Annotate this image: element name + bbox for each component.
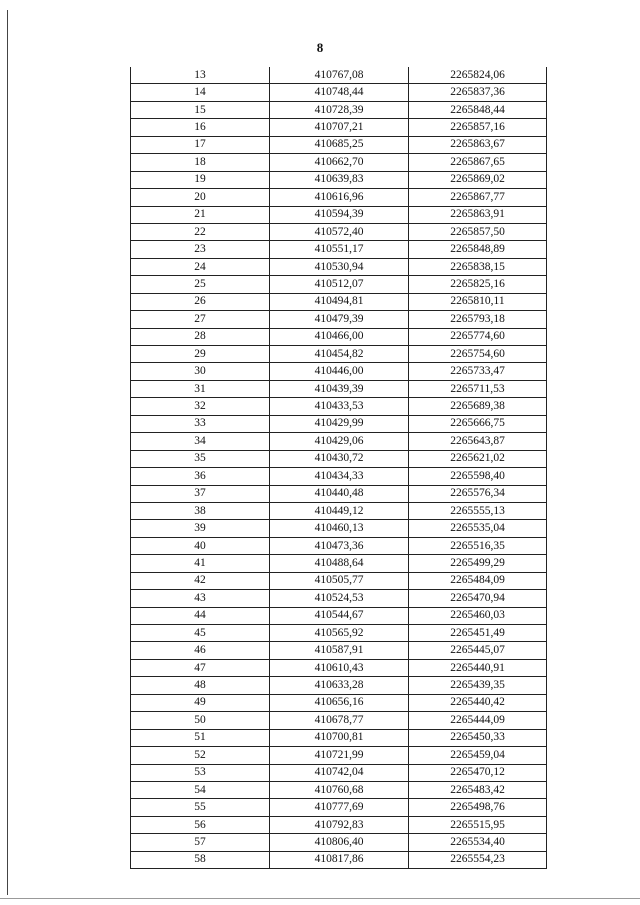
y-coordinate-cell: 2265867,77 [409, 189, 547, 206]
x-coordinate-cell: 410494,81 [270, 293, 409, 310]
y-coordinate-cell: 2265869,02 [409, 171, 547, 188]
table-row [131, 816, 547, 833]
table-row [131, 677, 547, 694]
y-coordinate-cell: 2265793,18 [409, 311, 547, 328]
y-coordinate-cell: 2265535,04 [409, 520, 547, 537]
x-coordinate-cell: 410460,13 [270, 520, 409, 537]
y-coordinate-cell: 2265445,07 [409, 642, 547, 659]
point-number-cell: 37 [131, 485, 270, 502]
point-number-cell: 52 [131, 747, 270, 764]
table-row [131, 485, 547, 502]
x-coordinate-cell: 410678,77 [270, 712, 409, 729]
y-coordinate-cell: 2265498,76 [409, 799, 547, 816]
x-coordinate-cell: 410685,25 [270, 136, 409, 153]
point-number-cell: 48 [131, 677, 270, 694]
point-number-cell: 17 [131, 136, 270, 153]
table-row [131, 555, 547, 572]
y-coordinate-cell: 2265863,67 [409, 136, 547, 153]
y-coordinate-cell: 2265857,16 [409, 119, 547, 136]
point-number-cell: 57 [131, 834, 270, 851]
point-number-cell: 36 [131, 468, 270, 485]
table-row [131, 258, 547, 275]
x-coordinate-cell: 410806,40 [270, 834, 409, 851]
point-number-cell: 50 [131, 712, 270, 729]
y-coordinate-cell: 2265867,65 [409, 154, 547, 171]
y-coordinate-cell: 2265621,02 [409, 450, 547, 467]
y-coordinate-cell: 2265439,35 [409, 677, 547, 694]
y-coordinate-cell: 2265450,33 [409, 729, 547, 746]
x-coordinate-cell: 410639,83 [270, 171, 409, 188]
y-coordinate-cell: 2265534,40 [409, 834, 547, 851]
y-coordinate-cell: 2265825,16 [409, 276, 547, 293]
y-coordinate-cell: 2265555,13 [409, 502, 547, 519]
x-coordinate-cell: 410439,39 [270, 380, 409, 397]
x-coordinate-cell: 410505,77 [270, 572, 409, 589]
y-coordinate-cell: 2265810,11 [409, 293, 547, 310]
x-coordinate-cell: 410656,16 [270, 694, 409, 711]
point-number-cell: 27 [131, 311, 270, 328]
table-row [131, 136, 547, 153]
point-number-cell: 13 [131, 67, 270, 84]
x-coordinate-cell: 410430,72 [270, 450, 409, 467]
y-coordinate-cell: 2265824,06 [409, 67, 547, 84]
y-coordinate-cell: 2265440,91 [409, 659, 547, 676]
x-coordinate-cell: 410572,40 [270, 223, 409, 240]
x-coordinate-cell: 410479,39 [270, 311, 409, 328]
y-coordinate-cell: 2265838,15 [409, 258, 547, 275]
coordinates-table-body [131, 67, 547, 869]
table-row [131, 276, 547, 293]
table-row [131, 84, 547, 101]
table-row [131, 537, 547, 554]
y-coordinate-cell: 2265774,60 [409, 328, 547, 345]
y-coordinate-cell: 2265598,40 [409, 468, 547, 485]
table-row [131, 206, 547, 223]
x-coordinate-cell: 410434,33 [270, 468, 409, 485]
point-number-cell: 51 [131, 729, 270, 746]
point-number-cell: 47 [131, 659, 270, 676]
x-coordinate-cell: 410728,39 [270, 101, 409, 118]
page-left-edge [7, 10, 8, 895]
y-coordinate-cell: 2265643,87 [409, 433, 547, 450]
point-number-cell: 38 [131, 502, 270, 519]
y-coordinate-cell: 2265499,29 [409, 555, 547, 572]
point-number-cell: 58 [131, 851, 270, 868]
point-number-cell: 24 [131, 258, 270, 275]
y-coordinate-cell: 2265576,34 [409, 485, 547, 502]
y-coordinate-cell: 2265483,42 [409, 781, 547, 798]
x-coordinate-cell: 410700,81 [270, 729, 409, 746]
table-row [131, 502, 547, 519]
point-number-cell: 28 [131, 328, 270, 345]
point-number-cell: 46 [131, 642, 270, 659]
table-row [131, 415, 547, 432]
table-row [131, 363, 547, 380]
table-row [131, 311, 547, 328]
table-row [131, 223, 547, 240]
page-bottom-edge [0, 898, 640, 899]
table-row [131, 712, 547, 729]
point-number-cell: 26 [131, 293, 270, 310]
y-coordinate-cell: 2265754,60 [409, 346, 547, 363]
x-coordinate-cell: 410512,07 [270, 276, 409, 293]
coordinates-table [130, 67, 547, 869]
point-number-cell: 31 [131, 380, 270, 397]
x-coordinate-cell: 410565,92 [270, 625, 409, 642]
table-row [131, 747, 547, 764]
point-number-cell: 22 [131, 223, 270, 240]
table-row [131, 67, 547, 84]
y-coordinate-cell: 2265733,47 [409, 363, 547, 380]
point-number-cell: 18 [131, 154, 270, 171]
y-coordinate-cell: 2265848,89 [409, 241, 547, 258]
x-coordinate-cell: 410748,44 [270, 84, 409, 101]
table-row [131, 433, 547, 450]
table-row [131, 590, 547, 607]
table-row [131, 450, 547, 467]
table-row [131, 799, 547, 816]
table-row [131, 189, 547, 206]
x-coordinate-cell: 410707,21 [270, 119, 409, 136]
x-coordinate-cell: 410767,08 [270, 67, 409, 84]
table-row [131, 171, 547, 188]
x-coordinate-cell: 410616,96 [270, 189, 409, 206]
y-coordinate-cell: 2265857,50 [409, 223, 547, 240]
x-coordinate-cell: 410551,17 [270, 241, 409, 258]
x-coordinate-cell: 410721,99 [270, 747, 409, 764]
table-row [131, 694, 547, 711]
y-coordinate-cell: 2265440,42 [409, 694, 547, 711]
table-row [131, 293, 547, 310]
x-coordinate-cell: 410429,06 [270, 433, 409, 450]
table-row [131, 346, 547, 363]
point-number-cell: 35 [131, 450, 270, 467]
x-coordinate-cell: 410742,04 [270, 764, 409, 781]
x-coordinate-cell: 410544,67 [270, 607, 409, 624]
point-number-cell: 49 [131, 694, 270, 711]
y-coordinate-cell: 2265515,95 [409, 816, 547, 833]
y-coordinate-cell: 2265459,04 [409, 747, 547, 764]
table-row [131, 119, 547, 136]
y-coordinate-cell: 2265837,36 [409, 84, 547, 101]
y-coordinate-cell: 2265666,75 [409, 415, 547, 432]
point-number-cell: 23 [131, 241, 270, 258]
x-coordinate-cell: 410792,83 [270, 816, 409, 833]
x-coordinate-cell: 410610,43 [270, 659, 409, 676]
y-coordinate-cell: 2265460,03 [409, 607, 547, 624]
table-row [131, 468, 547, 485]
point-number-cell: 21 [131, 206, 270, 223]
point-number-cell: 54 [131, 781, 270, 798]
table-row [131, 851, 547, 868]
x-coordinate-cell: 410429,99 [270, 415, 409, 432]
table-row [131, 328, 547, 345]
y-coordinate-cell: 2265484,09 [409, 572, 547, 589]
x-coordinate-cell: 410524,53 [270, 590, 409, 607]
point-number-cell: 19 [131, 171, 270, 188]
point-number-cell: 56 [131, 816, 270, 833]
point-number-cell: 34 [131, 433, 270, 450]
x-coordinate-cell: 410587,91 [270, 642, 409, 659]
point-number-cell: 30 [131, 363, 270, 380]
x-coordinate-cell: 410454,82 [270, 346, 409, 363]
x-coordinate-cell: 410446,00 [270, 363, 409, 380]
point-number-cell: 20 [131, 189, 270, 206]
x-coordinate-cell: 410633,28 [270, 677, 409, 694]
table-row [131, 607, 547, 624]
point-number-cell: 32 [131, 398, 270, 415]
point-number-cell: 55 [131, 799, 270, 816]
table-row [131, 572, 547, 589]
x-coordinate-cell: 410662,70 [270, 154, 409, 171]
point-number-cell: 40 [131, 537, 270, 554]
x-coordinate-cell: 410777,69 [270, 799, 409, 816]
table-row [131, 729, 547, 746]
table-row [131, 781, 547, 798]
point-number-cell: 15 [131, 101, 270, 118]
point-number-cell: 53 [131, 764, 270, 781]
y-coordinate-cell: 2265451,49 [409, 625, 547, 642]
point-number-cell: 29 [131, 346, 270, 363]
page-number: 8 [316, 40, 324, 55]
table-row [131, 625, 547, 642]
x-coordinate-cell: 410466,00 [270, 328, 409, 345]
point-number-cell: 39 [131, 520, 270, 537]
table-row [131, 398, 547, 415]
point-number-cell: 44 [131, 607, 270, 624]
table-row [131, 154, 547, 171]
x-coordinate-cell: 410594,39 [270, 206, 409, 223]
y-coordinate-cell: 2265689,38 [409, 398, 547, 415]
point-number-cell: 42 [131, 572, 270, 589]
x-coordinate-cell: 410440,48 [270, 485, 409, 502]
x-coordinate-cell: 410433,53 [270, 398, 409, 415]
table-row [131, 764, 547, 781]
x-coordinate-cell: 410530,94 [270, 258, 409, 275]
table-row [131, 520, 547, 537]
y-coordinate-cell: 2265863,91 [409, 206, 547, 223]
table-row [131, 380, 547, 397]
point-number-cell: 33 [131, 415, 270, 432]
point-number-cell: 14 [131, 84, 270, 101]
point-number-cell: 16 [131, 119, 270, 136]
y-coordinate-cell: 2265470,12 [409, 764, 547, 781]
y-coordinate-cell: 2265848,44 [409, 101, 547, 118]
x-coordinate-cell: 410817,86 [270, 851, 409, 868]
point-number-cell: 25 [131, 276, 270, 293]
y-coordinate-cell: 2265516,35 [409, 537, 547, 554]
x-coordinate-cell: 410760,68 [270, 781, 409, 798]
point-number-cell: 45 [131, 625, 270, 642]
table-row [131, 834, 547, 851]
y-coordinate-cell: 2265554,23 [409, 851, 547, 868]
table-row [131, 101, 547, 118]
x-coordinate-cell: 410488,64 [270, 555, 409, 572]
y-coordinate-cell: 2265444,09 [409, 712, 547, 729]
point-number-cell: 41 [131, 555, 270, 572]
table-row [131, 241, 547, 258]
table-row [131, 659, 547, 676]
table-row [131, 642, 547, 659]
y-coordinate-cell: 2265711,53 [409, 380, 547, 397]
point-number-cell: 43 [131, 590, 270, 607]
x-coordinate-cell: 410449,12 [270, 502, 409, 519]
x-coordinate-cell: 410473,36 [270, 537, 409, 554]
y-coordinate-cell: 2265470,94 [409, 590, 547, 607]
